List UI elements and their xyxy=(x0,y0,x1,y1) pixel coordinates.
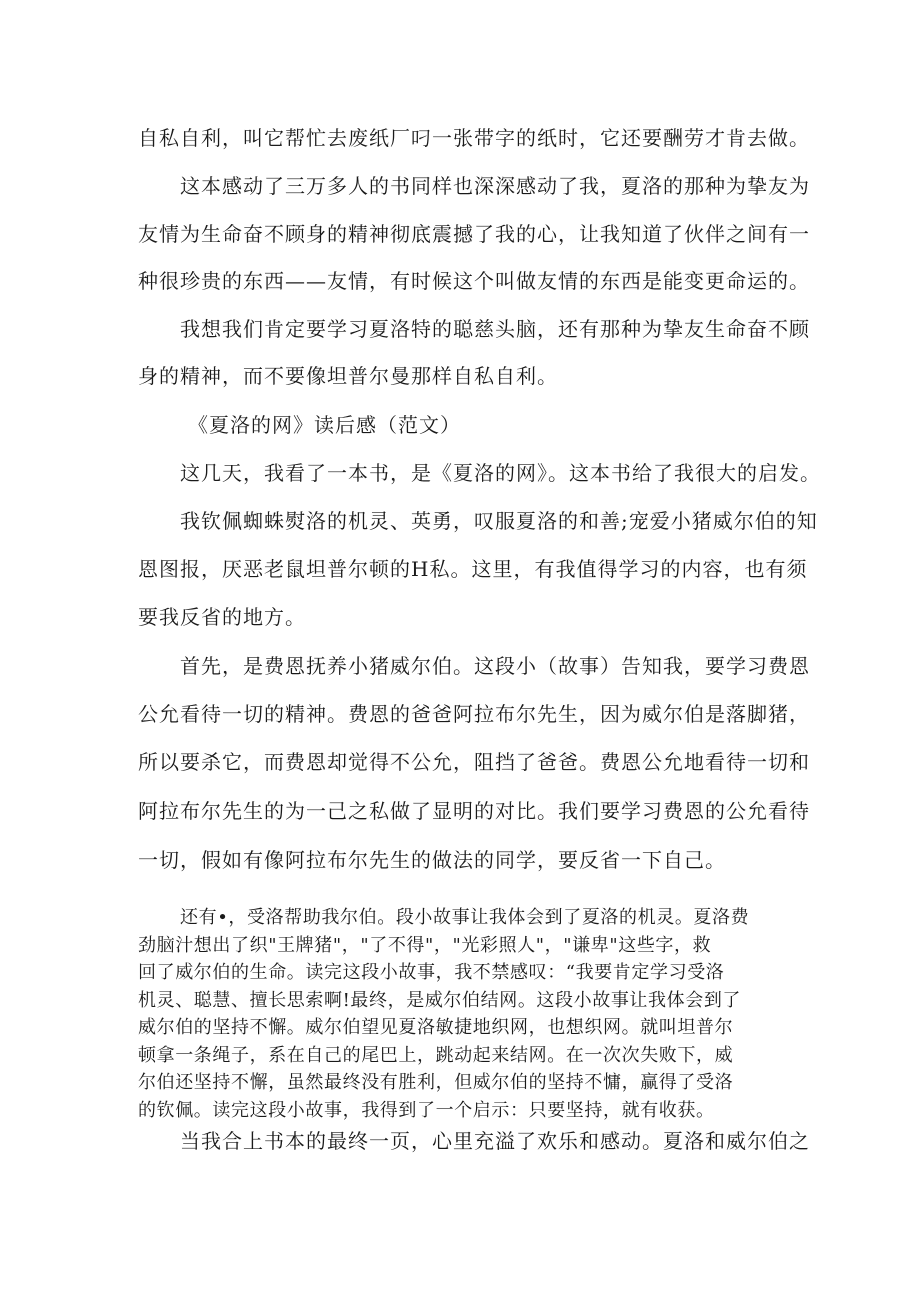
text-line: 这几天，我看了一本书，是《夏洛的网》。这本书给了我很大的启发。 xyxy=(180,461,821,485)
text-line: 首先，是费恩抚养小猪威尔伯。这段小（故事）告知我，要学习费恩 xyxy=(180,654,810,678)
text-line: 恩图报，厌恶老鼠坦普尔顿的H私。这里，有我值得学习的内容，也有须 xyxy=(138,557,808,581)
text-line: 这本感动了三万多人的书同样也深深感动了我，夏洛的那种为挚友为 xyxy=(180,174,810,198)
dense-paragraph xyxy=(138,904,798,1124)
text-line: 要我反省的地方。 xyxy=(138,605,306,629)
text-line: 自私自利，叫它帮忙去废纸厂叼一张带字的纸时，它还要酬劳才肯去做。 xyxy=(138,126,810,150)
text-line: 机灵、聪慧、擅长思索啊!最终，是威尔伯结网。这段小故事让我体会到了 xyxy=(138,989,742,1011)
text-line: 的钦佩。读完这段小故事，我得到了一个启示：只要坚持，就有收获。 xyxy=(138,1099,715,1121)
text-line: 公允看待一切的精神。费恩的爸爸阿拉布尔先生，因为威尔伯是落脚猪， xyxy=(138,702,810,726)
text-line: 尔伯还坚持不懈，虽然最终没有胜利，但威尔伯的坚持不慵，赢得了受洛 xyxy=(138,1072,734,1093)
text-line: 我钦佩蜘蛛熨洛的机灵、英勇，叹服夏洛的和善;宠爱小猪威尔伯的知 xyxy=(180,509,818,533)
text-line: 顿拿一条绳子，系在自己的尾巴上，跳动起来结网。在一次次失败下，威 xyxy=(138,1044,734,1066)
text-line: 当我合上书本的最终一页，心里充溢了欢乐和感动。夏洛和威尔伯之 xyxy=(180,1129,810,1153)
text-line: 友情为生命奋不顾身的精神彻底震撼了我的心，让我知道了伙伴之间有一 xyxy=(138,222,810,246)
text-line: 种很珍贵的东西——友情，有时候这个叫做友情的东西是能变更命运的。 xyxy=(138,269,810,293)
text-line: 劲脑汁想出了织"王牌猪"，"了不得"，"光彩照人"，"谦卑"这些字，救 xyxy=(138,934,712,956)
text-line: 还有•，受洛帮助我尔伯。段小故事让我体会到了夏洛的机灵。夏洛费 xyxy=(180,907,750,928)
text-line: 我想我们肯定要学习夏洛特的聪慈头脑，还有那种为挚友生命奋不顾 xyxy=(180,317,810,341)
text-line: 身的精神，而不要像坦普尔曼那样自私自利。 xyxy=(138,364,558,388)
section-heading: 《夏洛的网》读后感（范文） xyxy=(188,413,461,437)
text-line: 阿拉布尔先生的为一己之私做了显明的对比。我们要学习费恩的公允看待 xyxy=(138,799,810,823)
text-line: 一切，假如有像阿拉布尔先生的做法的同学，要反省一下自己。 xyxy=(138,848,726,872)
text-line: 所以要杀它，而费恩却觉得不公允，阻挡了爸爸。费恩公允地看待一切和 xyxy=(138,750,810,774)
text-line: 威尔伯的坚持不懈。威尔伯望见夏洛敏捷地织网，也想织网。就叫坦普尔 xyxy=(138,1017,734,1038)
text-line: 回了威尔伯的生命。读完这段小故事，我不禁感叹：“我要肯定学习受洛 xyxy=(138,962,725,983)
